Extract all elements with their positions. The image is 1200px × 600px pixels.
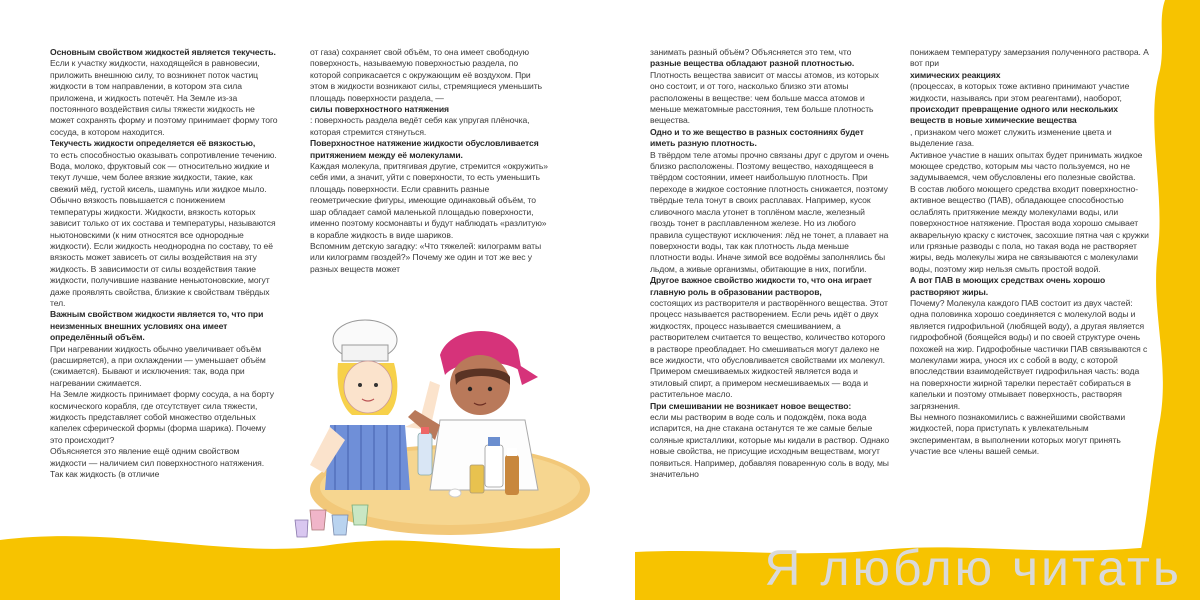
paragraph: , признаком чего может служить изменение цвета и выделение газа. Активное участие в наших опытах будет принимать жидкое моющее средство, которым мы часто пользуемся, но не задумываемся, чем обусловлены его полезные свойства. В состав любого моющего средства входит поверхностно-активное вещество (ПАВ), обладающее способностью ослаблять притяжение между молекулами воды, или поверхностное натяжение. Простая вода хорошо смывает акварельную краску с кисточек, засохшие пятна чая с кружки или грязные разводы с пола, но такая вода не растворяет жиры, ведь молекулы жира не связываются с молекулами воды, поэтому жир нельзя смыть простой водой.: [910, 126, 1149, 274]
watermark-text: Я люблю читать: [764, 540, 1182, 596]
paragraph: Другое важное свойство жидкости то, что она играет главную роль в образовании растворов,: [650, 275, 872, 297]
text-column-1: [50, 47, 278, 480]
paragraph: (процессах, в которых тоже активно принимают участие жидкости, называясь при этом реагентами), наоборот,: [910, 81, 1130, 103]
paragraph: от газа) сохраняет свой объём, то она имеет свободную поверхность, называемую поверхностью раздела, по которой соприкасается с окружающим её воздухом. При этом в жидкости возникают силы, стремящиеся уменьшить площадь поверхности раздела, —: [310, 47, 542, 103]
paragraph: Если к участку жидкости, находящейся в равновесии, приложить внешнюю силу, то возникнет поток частиц жидкости в том направлении, в котором эта сила приложена, и жидкость потечёт. На Земле из-за постоянного воздействия силы тяжести жидкость не может сохранять форму и поэтому принимает форму того сосуда, в котором находится.: [50, 58, 278, 137]
cup: [310, 510, 326, 530]
paragraph: разные вещества обладают разной плотностью.: [650, 58, 855, 69]
left-child-face: [344, 361, 392, 413]
paragraph: Основным свойством жидкостей является текучесть.: [50, 47, 276, 57]
paragraph: Каждая молекула, притягивая другие, стремится «окружить» себя ими, а значит, уйти с поверхности, то есть уменьшить площадь поверхности. Если сравнить разные геометрические фигуры, имеющие одинаковый объём, то шар обладает самой маленькой площадью поверхности, именно поэтому космонавты и будут наблюдать «разлитую» в корабле жидкость в виде шариков. Вспомним детскую загадку: «Что тяжелей: килограмм ваты или килограмм гвоздей?» Почему же один и тот же вес у разных веществ может: [310, 161, 548, 274]
cup: [332, 515, 348, 535]
paragraph: Текучесть жидкости определяется её вязкостью,: [50, 138, 256, 149]
text-column-4: [910, 47, 1150, 458]
paragraph: Поверхностное натяжение жидкости обусловливается притяжением между её молекулами.: [310, 138, 539, 160]
jar: [470, 465, 484, 493]
paragraph: Важным свойством жидкости является то, что при неизменных внешних условиях она имеет определённый объём.: [50, 309, 264, 343]
children-experiment-illustration: [290, 315, 590, 550]
text-column-3: [650, 47, 890, 480]
paragraph: А вот ПАВ в моющих средствах очень хорошо растворяют жиры.: [910, 275, 1106, 297]
paragraph: занимать разный объём? Объясняется это тем, что: [650, 47, 852, 57]
paragraph: если мы растворим в воде соль и подождём, пока вода испарится, на дне стакана останутся те же самые белые соляные кристаллики, которые мы кидали в раствор. Однако новые свойства, не присущие исходным веществам, могут появиться. Например, добавляя поваренную соль в воду, мы значительно: [650, 412, 889, 480]
bottle: [485, 445, 503, 487]
right-child-face: [450, 355, 510, 415]
paragraph: Одно и то же вещество в разных состояниях будет иметь разную плотность.: [650, 126, 864, 149]
paragraph: При смешивании не возникает новое вещество:: [650, 400, 852, 411]
paragraph: химических реакциях: [910, 69, 1001, 80]
paragraph: Почему? Молекула каждого ПАВ состоит из двух частей: одна половинка хорошо соединяется с молекулой воды и является гидрофильной (любящей воду), а другая является гидрофобной (боящейся воды) и по своей структуре очень похожей на жир. Гидрофобные частички ПАВ связываются с молекулами жира, унося их с собой в воду, с которой впоследствии взаимодействует гидрофильная часть: вода на поверхности жирной тарелки перестаёт собираться в капельки и поэтому отмывает поверхность, растворяя загрязнения. Вы немного познакомились с важнейшими свойствами жидкостей, пора приступать к увлекательным экспериментам, в выполнении которых могут принять участие все члены вашей семьи.: [910, 297, 1148, 457]
paragraph: то есть способностью оказывать сопротивление течению. Вода, молоко, фруктовый сок — относительно жидкие и текут лучше, чем более вязкие жидкости, такие, как свежий мёд, густой кисель, шампунь или жидкое мыло. Обычно вязкость повышается с понижением температуры жидкости. Жидкости, вязкость которых зависит только от их состава и температуры, называются ньютоновскими (к ним относятся все однородные жидкости). Если жидкость неоднородна по составу, то её вязкость может зависеть от силы воздействия на эту жидкость. В зависимости от силы воздействия такие жидкости, получившие название неньютоновские, могут даже проявлять свойства, близкие к свойствам твёрдых тел.: [50, 149, 277, 308]
text-column-2: [310, 47, 550, 275]
cup: [295, 520, 308, 537]
paragraph: понижаем температуру замерзания полученного раствора. А вот при: [910, 47, 1149, 69]
paragraph: Плотность вещества зависит от массы атомов, из которых оно состоит, и от того, насколько близко эти атомы расположены в веществе: чем больше масса атомов и меньше межатомные расстояния, тем больше плотность вещества.: [650, 69, 879, 126]
paragraph: происходит превращение одного или нескольких веществ в новые химические вещества: [910, 104, 1118, 126]
paragraph: В твёрдом теле атомы прочно связаны друг с другом и очень близко расположены. Поэтому вещество, находящееся в твёрдом состоянии, имеет наибольшую плотность. При переходе в жидкое состояние плотность снижается, поэтому твёрдые тела тонут в своих расплавах. Например, кусок сливочного масла утонет в топлёном масле, железный гвоздь тонет в расплавленном железе. Но из любого правила существуют исключения: лёд не тонет, а плавает на поверхности воды, так как плотность льда меньше плотности воды. Иначе зимой все водоёмы заполнялись бы льдом, а живые организмы, обитающие в них, погибли.: [650, 149, 889, 274]
paragraph: При нагревании жидкость обычно увеличивает объём (расширяется), а при охлаждении — уменьшает объём (сжимается). Бывают и исключения: так, вода при нагревании сжимается. На Земле жидкость принимает форму сосуда, а на борту космического корабля, где отсутствует сила тяжести, жидкость представляет собой множество отдельных капелек сферической формы (форма шарика). Почему это происходит? Объясняется это явление ещё одним свойством жидкости — наличием сил поверхностного натяжения. Так как жидкость (в отличие: [50, 343, 274, 480]
cup: [352, 505, 368, 525]
bottle: [505, 455, 519, 495]
paragraph: состоящих из растворителя и растворённого вещества. Этот процесс называется растворением. Если речь идёт о двух жидкостях, процесс называется смешиванием, а растворителем считается то вещество, количество которого в растворе преобладает. Но смешиваться могут далеко не все жидкости, что обусловливается свойствами их молекул. Примером смешиваемых жидкостей является вода и этиловый спирт, а примером несмешиваемых — вода и растительное масло.: [650, 297, 888, 400]
paragraph: силы поверхностного натяжения: [310, 104, 449, 115]
bottle: [418, 433, 432, 475]
paragraph: : поверхность раздела ведёт себя как упругая плёночка, которая стремится стянуться.: [310, 115, 530, 137]
